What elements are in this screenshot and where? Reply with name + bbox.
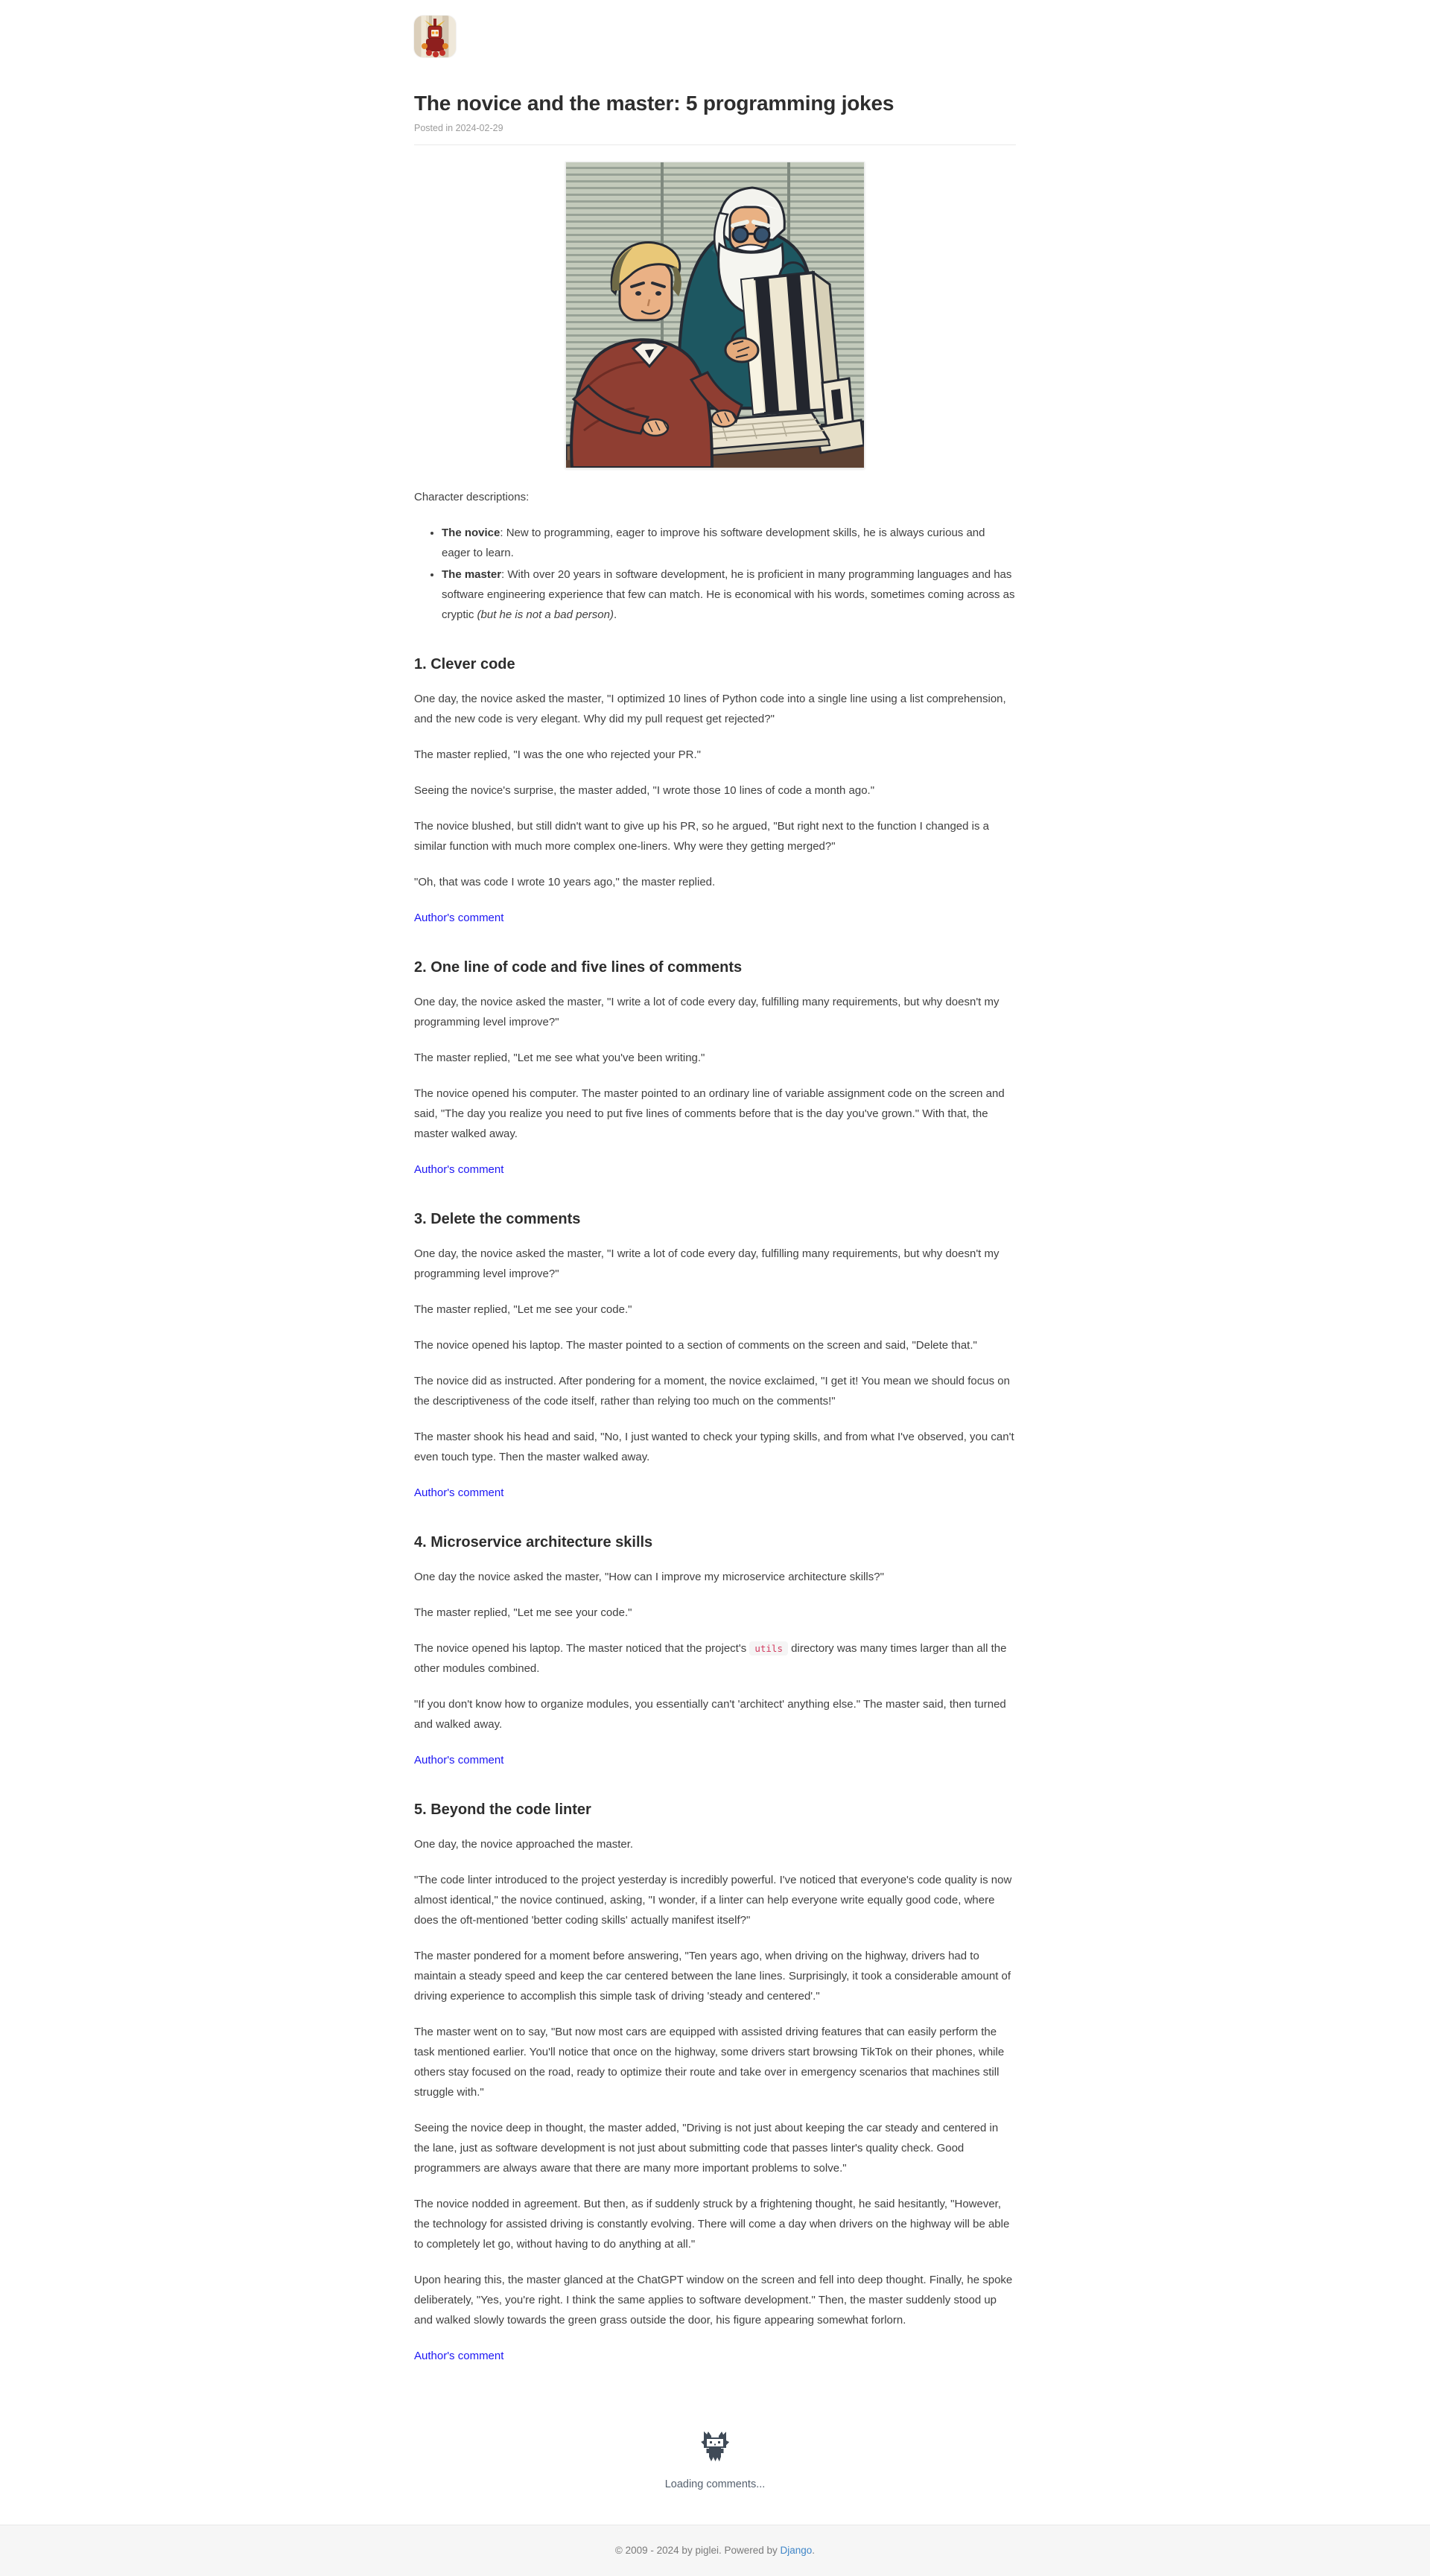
section-heading: 3. Delete the comments	[414, 1211, 581, 1227]
paragraph: The master pondered for a moment before answering, "Ten years ago, when driving on the highway, drivers had to maintain a steady speed and keep the car centered between the lane lines. Surprisingly, it took a considerable amount of driving experience to accomplish this simple task of driving 'steady and centered'."	[414, 1950, 1011, 2003]
divider	[414, 144, 1016, 145]
paragraph: One day, the novice approached the master.	[414, 1838, 634, 1851]
author-comment-row	[414, 2346, 1016, 2366]
joke-section	[414, 959, 1016, 1180]
post-meta: Posted in 2024-02-29	[414, 123, 503, 133]
text-run: The master	[442, 568, 502, 581]
paragraph: The master went on to say, "But now most cars are equipped with assisted driving features that can easily perform the task mentioned earlier. You'll notice that once on the highway, some drivers start browsing TikTok on their phones, while others stay focused on the road, ready to optimize their route and take over in emergency scenarios that machines still struggle with."	[414, 2026, 1005, 2099]
text-run: The novice opened his laptop. The master noticed that the project's	[414, 1642, 750, 1655]
paragraph	[414, 1638, 1016, 1679]
paragraph: The novice opened his computer. The master pointed to an ordinary line of variable assignment code on the screen and said, "The day you realize you need to put five lines of comments before that is the day you've grown." With that, the master walked away.	[414, 1087, 1005, 1140]
paragraph: One day, the novice asked the master, "I write a lot of code every day, fulfilling many requirements, but why doesn't my programming level improve?"	[414, 1247, 1000, 1280]
comments-area	[414, 2430, 1016, 2490]
gundam-robot-logo	[414, 16, 456, 57]
text-run: : With over 20 years in software development, he is proficient in many programming languages and has software engineering experience that few can match. He is economical with his words, sometimes coming across as cryptic	[442, 568, 1015, 621]
author-comment-row	[414, 1750, 1016, 1770]
section-heading: 5. Beyond the code linter	[414, 1801, 591, 1818]
paragraph: "The code linter introduced to the project yesterday is incredibly powerful. I've noticed that everyone's code quality is now almost identical," the novice continued, asking, "I wonder, if a linter can help everyone write equally good code, where does the oft-mentioned 'better coding skills' actually manifest itself?"	[414, 1874, 1012, 1927]
paragraph: One day, the novice asked the master, "I write a lot of code every day, fulfilling many requirements, but why doesn't my programming level improve?"	[414, 996, 1000, 1028]
paragraph: The novice blushed, but still didn't want to give up his PR, so he argued, "But right next to the function I changed is a similar function with much more complex one-liners. Why were they getting merged?"	[414, 820, 989, 853]
text-run: .	[613, 608, 617, 621]
character-list	[414, 523, 1016, 625]
paragraph: One day, the novice asked the master, "I optimized 10 lines of Python code into a single line using a list comprehension, and the new code is very elegant. Why did my pull request get rejected?"	[414, 693, 1006, 725]
paragraph: The novice nodded in agreement. But then, as if suddenly struck by a frightening thought, he said hesitantly, "However, the technology for assisted driving is constantly evolving. There will come a day when drivers on the highway will be able to completely let go, without having to do anything at all."	[414, 2198, 1010, 2251]
page-container	[414, 0, 1016, 2490]
author-comment-link[interactable]: Author's comment	[414, 2350, 504, 2362]
author-comment-row	[414, 908, 1016, 928]
author-comment-link[interactable]: Author's comment	[414, 1163, 504, 1176]
character-item	[442, 565, 1016, 625]
hero-illustration	[565, 162, 865, 468]
footer	[0, 2525, 1430, 2576]
intro-lead: Character descriptions:	[414, 491, 530, 503]
copyright-text: © 2009 - 2024 by piglei. Powered by	[614, 2545, 781, 2556]
section-heading: 4. Microservice architecture skills	[414, 1534, 653, 1551]
paragraph: Seeing the novice deep in thought, the master added, "Driving is not just about keeping the car steady and centered in the lane, just as software development is not just about submitting code that passes linter's quality check. Good programmers are always aware that there are many more important problems to solve."	[414, 2122, 999, 2175]
paragraph: Upon hearing this, the master glanced at the ChatGPT window on the screen and fell into deep thought. Finally, he spoke deliberately, "Yes, you're right. I think the same applies to software development." Then, the master suddenly stood up and walked slowly towards the green grass outside the door, his figure appearing somewhat forlorn.	[414, 2274, 1013, 2327]
section-heading: 1. Clever code	[414, 656, 515, 672]
text-run: The novice	[442, 527, 500, 539]
character-item	[442, 523, 1016, 563]
loading-text: Loading comments...	[664, 2478, 766, 2490]
post-article	[414, 90, 1016, 2366]
text-run: : New to programming, eager to improve his software development skills, he is always curious and eager to learn.	[442, 527, 985, 559]
sections	[414, 656, 1016, 2366]
django-link[interactable]: Django	[780, 2545, 813, 2556]
paragraph: The master replied, "Let me see what you've been writing."	[414, 1052, 705, 1064]
section-heading: 2. One line of code and five lines of comments	[414, 959, 743, 976]
paragraph: The novice opened his laptop. The master pointed to a section of comments on the screen and said, "Delete that."	[414, 1339, 977, 1352]
paragraph: The master replied, "Let me see your code."	[414, 1606, 632, 1619]
paragraph: "If you don't know how to organize modules, you essentially can't 'architect' anything else." The master said, then turned and walked away.	[414, 1698, 1006, 1731]
joke-section	[414, 656, 1016, 928]
author-comment-link[interactable]: Author's comment	[414, 1754, 504, 1766]
paragraph: Seeing the novice's surprise, the master added, "I wrote those 10 lines of code a month ago."	[414, 784, 875, 797]
paragraph: The master replied, "I was the one who rejected your PR."	[414, 748, 701, 761]
author-comment-link[interactable]: Author's comment	[414, 912, 504, 924]
author-comment-link[interactable]: Author's comment	[414, 1486, 504, 1499]
site-logo[interactable]	[414, 16, 456, 57]
copyright-suffix: .	[812, 2545, 816, 2556]
author-comment-row	[414, 1160, 1016, 1180]
site-header	[414, 0, 1016, 57]
author-comment-row	[414, 1483, 1016, 1503]
paragraph: One day the novice asked the master, "How can I improve my microservice architecture skills?"	[414, 1571, 884, 1583]
post-title: The novice and the master: 5 programming jokes	[414, 92, 894, 115]
joke-section	[414, 1801, 1016, 2366]
text-run: directory was many times larger than all the other modules combined.	[414, 1642, 1007, 1675]
joke-section	[414, 1534, 1016, 1770]
text-run: (but he is not a bad person)	[477, 608, 614, 621]
paragraph: The master replied, "Let me see your code."	[414, 1303, 632, 1316]
paragraph: "Oh, that was code I wrote 10 years ago," the master replied.	[414, 876, 716, 888]
cat-icon	[698, 2430, 732, 2464]
paragraph: The master shook his head and said, "No, I just wanted to check your typing skills, and from what I've observed, you can't even touch type. Then the master walked away.	[414, 1431, 1014, 1463]
joke-section	[414, 1211, 1016, 1503]
hero-figure	[414, 162, 1016, 471]
inline-code: utils	[749, 1641, 788, 1656]
paragraph: The novice did as instructed. After pondering for a moment, the novice exclaimed, "I get it! You mean we should focus on the descriptiveness of the code itself, rather than relying too much on the comments!"	[414, 1375, 1010, 1408]
